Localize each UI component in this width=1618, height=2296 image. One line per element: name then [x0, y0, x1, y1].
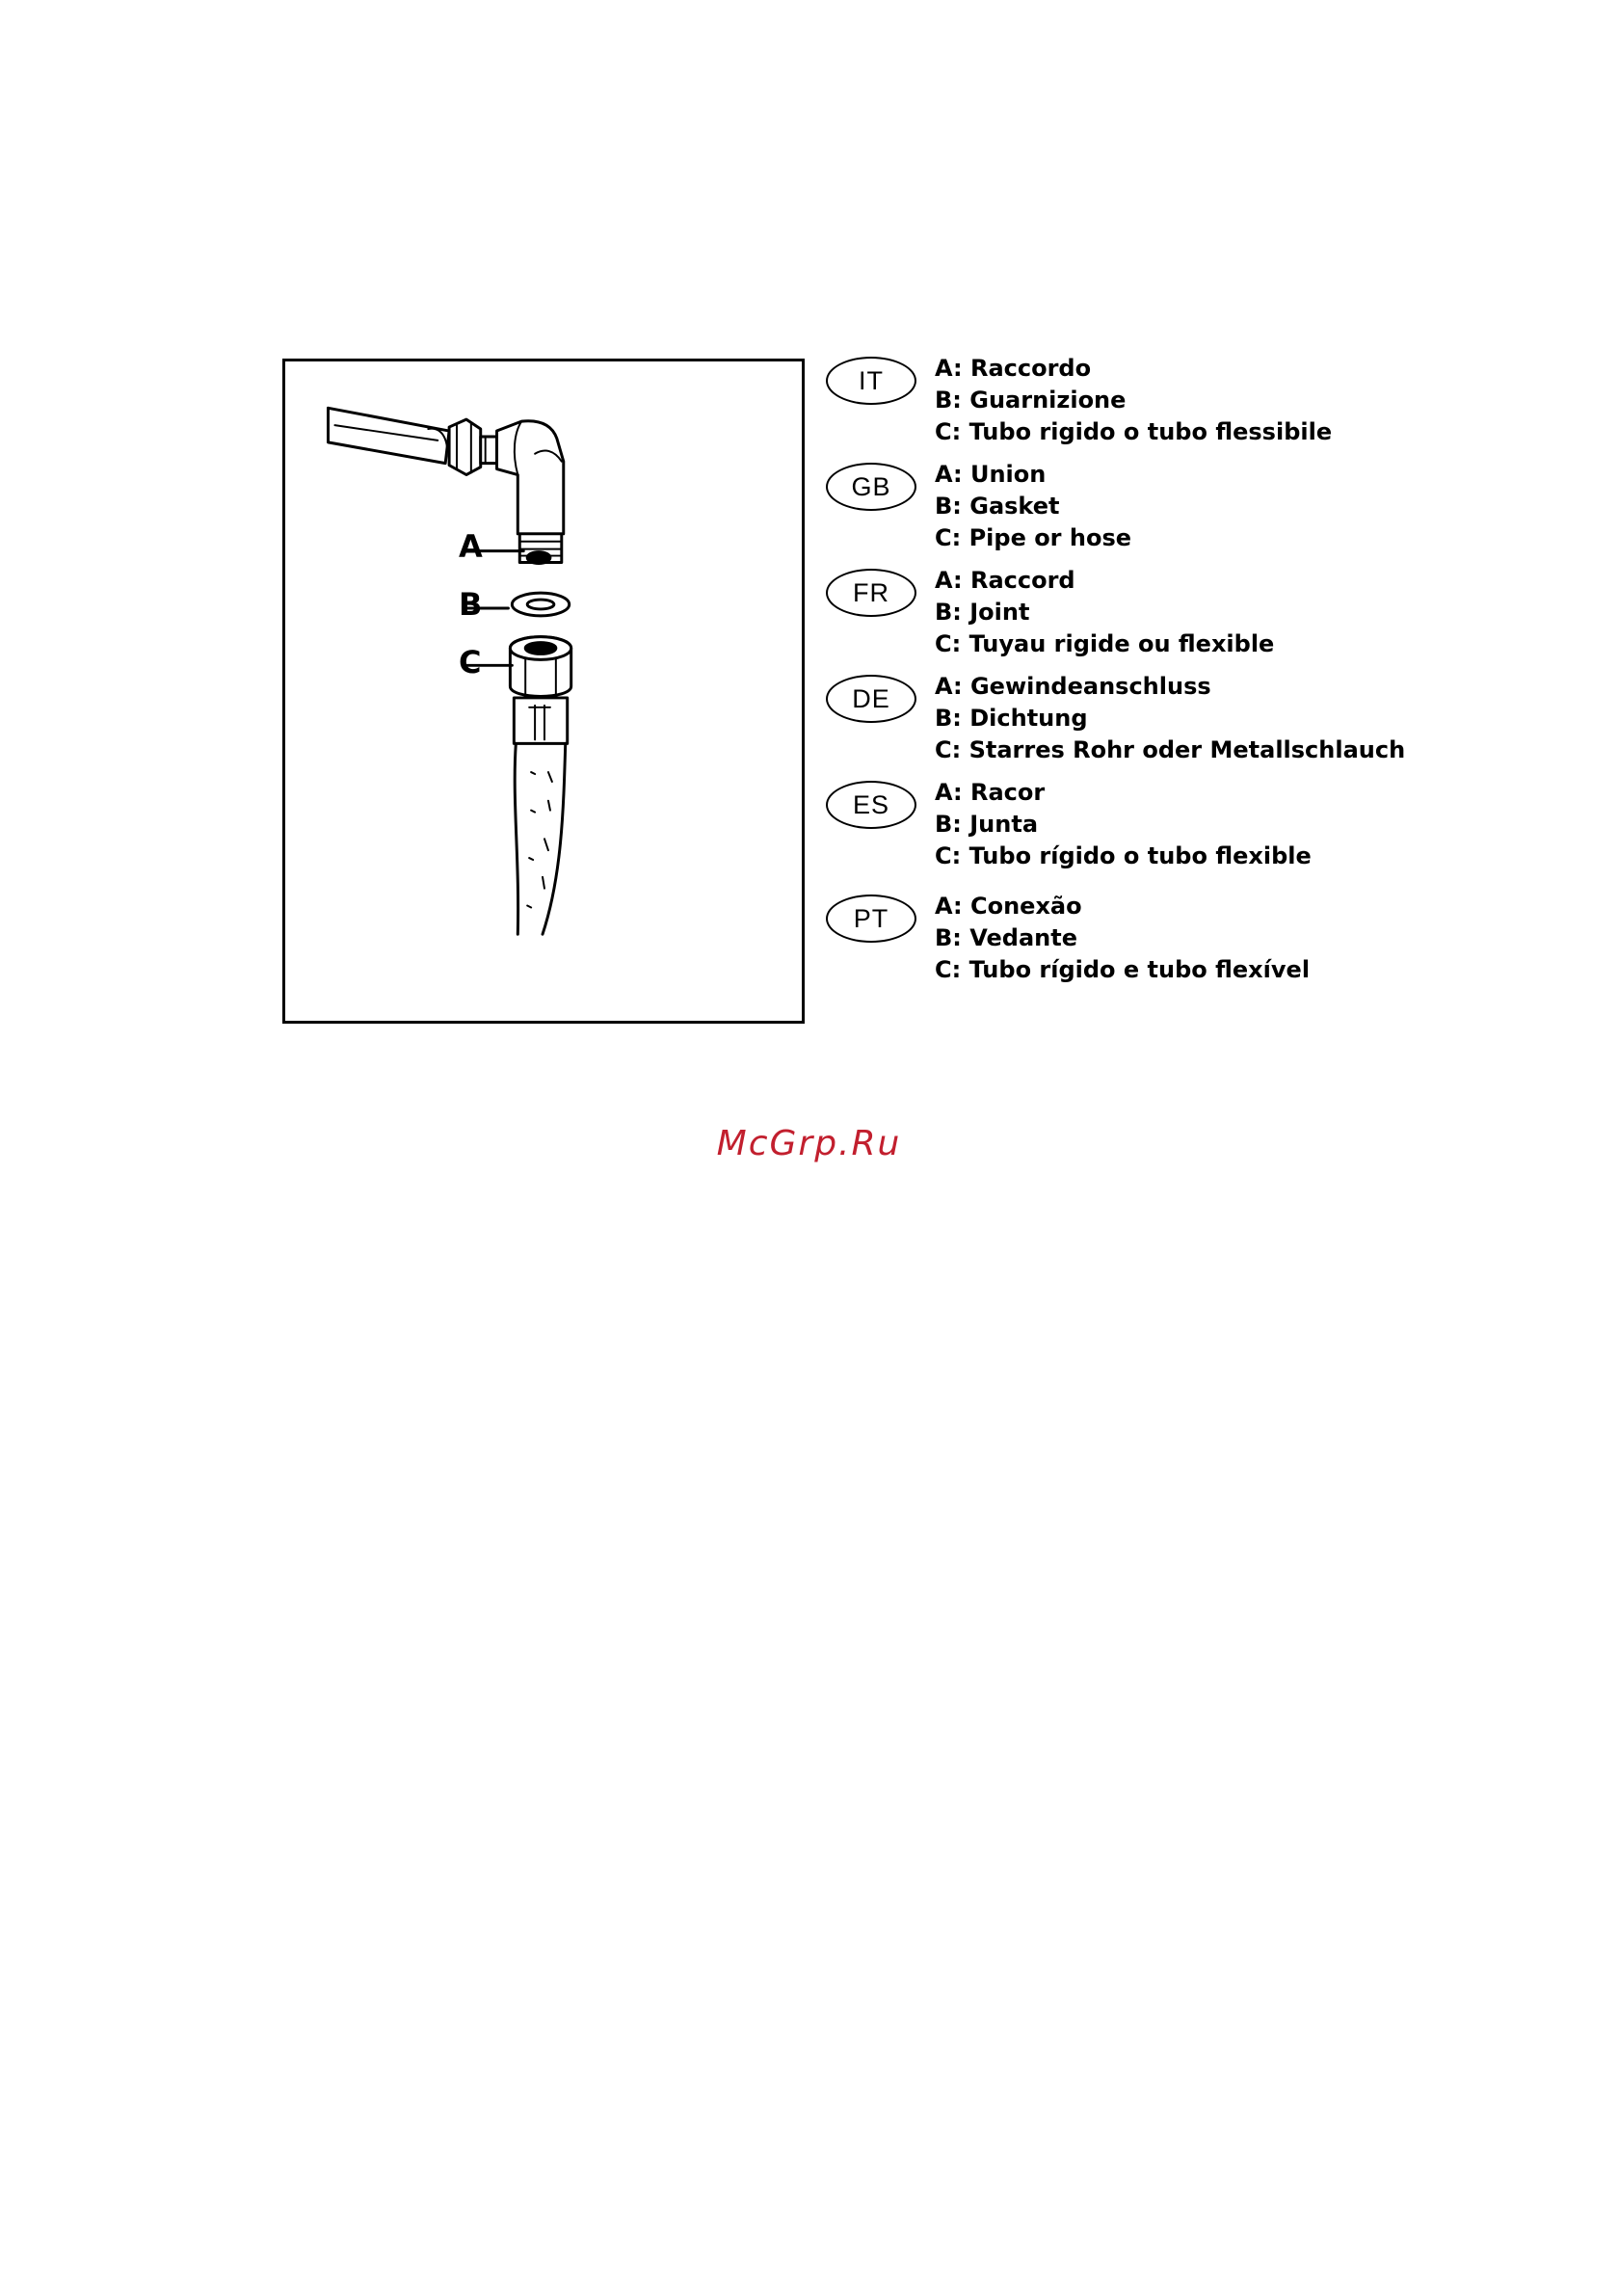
- legend-line-a: A: Union: [935, 461, 1047, 488]
- pipe-fitting-drawing: [285, 361, 802, 1021]
- callout-label-c: C: [459, 644, 482, 681]
- pipe-connection-diagram: [282, 359, 805, 1024]
- legend-line-a: A: Raccordo: [935, 355, 1092, 382]
- legend-lines-gb: [935, 459, 1131, 554]
- legend-lines-fr: [935, 565, 1274, 660]
- legend-block-pt: [824, 891, 1421, 987]
- legend-line-a: A: Raccord: [935, 567, 1075, 594]
- legend-line-c: C: Pipe or hose: [935, 524, 1132, 551]
- lang-badge-it: IT: [826, 357, 916, 405]
- legend-line-c: C: Tuyau rigide ou flexible: [935, 630, 1275, 657]
- lang-badge-es: ES: [826, 781, 916, 829]
- legend-line-a: A: Racor: [935, 779, 1046, 806]
- legend-line-c: C: Tubo rígido e tubo flexível: [935, 956, 1311, 983]
- lang-badge-de: DE: [826, 675, 916, 723]
- legend-line-b: B: Vedante: [935, 924, 1077, 951]
- callout-label-b: B: [459, 586, 483, 623]
- legend-lines-es: [935, 777, 1312, 872]
- legend-lines-it: [935, 353, 1332, 448]
- legend-block-fr: [824, 565, 1421, 661]
- legend-lines-de: [935, 671, 1405, 766]
- legend-line-a: A: Gewindeanschluss: [935, 673, 1211, 700]
- legend-block-gb: [824, 459, 1421, 555]
- lang-badge-fr: FR: [826, 569, 916, 617]
- legend-line-c: C: Starres Rohr oder Metallschlauch: [935, 736, 1406, 763]
- legend-block-es: [824, 777, 1421, 873]
- site-watermark: McGrp.Ru: [716, 1124, 902, 1163]
- legend-line-b: B: Guarnizione: [935, 387, 1127, 414]
- legend-line-b: B: Gasket: [935, 493, 1060, 520]
- legend-line-a: A: Conexão: [935, 893, 1082, 920]
- legend-line-b: B: Dichtung: [935, 705, 1088, 732]
- lang-badge-gb: GB: [826, 463, 916, 511]
- legend-line-c: C: Tubo rígido o tubo flexible: [935, 842, 1312, 869]
- callout-label-a: A: [459, 528, 483, 565]
- lang-badge-pt: PT: [826, 894, 916, 943]
- legend-lines-pt: [935, 891, 1310, 986]
- legend-line-b: B: Joint: [935, 599, 1030, 626]
- legend-block-it: [824, 353, 1421, 449]
- legend-line-c: C: Tubo rigido o tubo flessibile: [935, 418, 1333, 445]
- legend-line-b: B: Junta: [935, 811, 1039, 838]
- legend-block-de: [824, 671, 1421, 767]
